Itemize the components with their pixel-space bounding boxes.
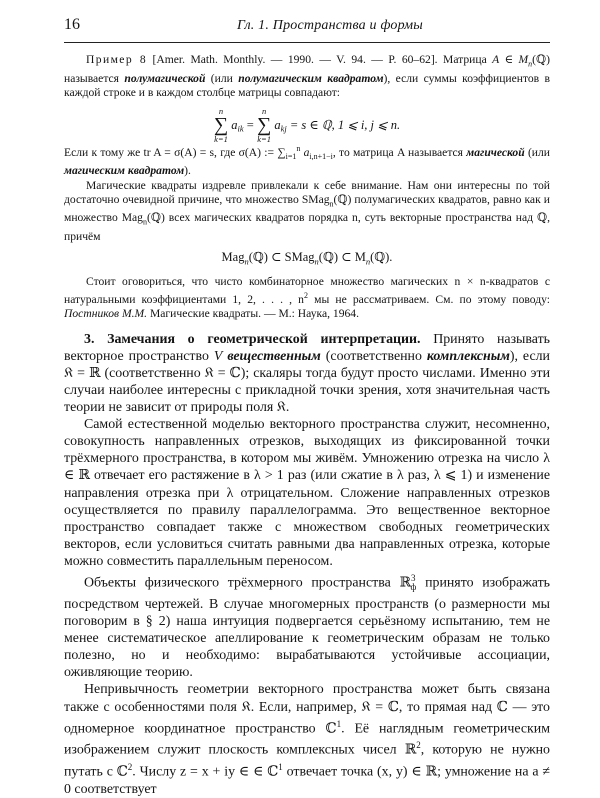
sum-sign: n ∑ k=1 [256,105,272,144]
term-magic: магической [466,145,525,159]
page-number: 16 [64,16,80,33]
section-heading: 3. Замечания о геометрической интерпретации. [84,332,421,348]
term-semimagic: полумагической [124,71,206,85]
page-header [64,16,550,38]
magic-definition: Если к тому же tr A = σ(A) = s, где σ(A) := $\sum_{i=1}^n$ $a_{i,n+1-i}$, то матрица A называется магической (или магическим квадратом). [64,143,550,178]
remark-paragraph: Стоит оговориться, что чисто комбинаторное множество магических n × n-квадратов с натуральными коэффициентами 1, 2, . . . , $n^2$ мы не рассматриваем. См. по этому поводу: Постников М.М. Магические квадраты. — М.: Наука, 1964. [64,274,550,320]
header-rule [64,42,550,43]
formula-inclusion: Mag$_n$(ℚ) ⊂ SMag$_n$(ℚ) ⊂ $M_n(ℚ)$. [221,249,393,267]
sum-sign: n ∑ k=1 [213,105,229,144]
drawings-paragraph: Объекты физического трёхмерного пространства ℝ$^3_ф$ принято изображать посредством чертежей. В случае многомерных пространств (о размерности мы поговорим в § 2) наша интуиция подвергается серьёзному испытанию, тем не менее систематическое апеллирование к геометрическим образам не только полезно, но и необходимо: вырабатываются устойчивые ассоциации, оживляющие теорию. [64,572,551,681]
section-3-paragraph: 3. Замечания о геометрической интерпретации. Принято называть векторное пространство V вещественным (соответственно комплексным), если 𝔎 = ℝ (соответственно 𝔎 = ℂ); скаляры тогда будут просто числами. Именно эти случаи наиболее интересны с прикладной точки зрения, хотя значительная часть теории не зависит от природы поля 𝔎. [64,332,550,416]
model-paragraph: Самой естественной моделью векторного пространства служит, несомненно, совокупность направленных отрезков, выходящих из фиксированной точки трёхмерного пространства, в котором мы живём. Умножению отрезка на число λ ∈ ℝ отвечает его растяжение в λ > 1 раз (или сжатие в λ раз, λ ⩽ 1) и изменение направления отрезка при λ отрицательном. Сложение направленных отрезков осуществляется по правилу параллелограмма. Это вещественное векторное пространство совпадает также с множеством свободных геометрических векторов, если условиться считать равными два направленных отрезка, которые можно совместить параллельным переносом. [64,417,550,569]
example8-paragraph: Пример 8 [Amer. Math. Monthly. — 1990. — V. 94. — P. 60–62]. Матрица A ∈ $M_n(ℚ)$ называется полумагической (или полумагическим квадратом), если суммы коэффициентов в каждой строке и в каждом столбце матрицы совпадают: [64,53,551,99]
squares-paragraph: Магические квадраты издревле привлекали к себе внимание. Нам они интересны по той достаточно очевидной причине, что множество SMag$_n$(ℚ) полумагических квадратов, равно как и множество Mag$_n$(ℚ) всех магических квадратов порядка n, суть векторные пространства над ℚ, причём [64,178,550,243]
term-magic-square: магическим квадратом [64,164,185,178]
formula-semimagic: n ∑ k=1 $a_{ik}$ = n ∑ k=1 $a_{kj} = s$ ∈ ℚ, 1 ⩽ i, j ⩽ n. [213,105,401,144]
example-block [64,53,550,321]
term-real: вещественным [227,349,321,365]
main-text [64,331,550,798]
term-semimagic-square: полумагическим квадратом [238,71,384,85]
author-reference: Постников М.М. [64,306,148,320]
book-page [64,16,550,798]
field-paragraph: Непривычность геометрии векторного пространства может быть связана также с особенностями поля 𝔎. Если, например, 𝔎 = ℂ, то прямая над ℂ — это одномерное координатное пространство ℂ$^1$. Её наглядным геометрическим изображением служит плоскость комплексных чисел ℝ$^2$, которую не нужно путать с ℂ$^2$. Числу z = x + iy ∈ ∈ ℂ$^1$ отвечает точка (x, y) ∈ ℝ; умножение на a ≠ 0 соответствует [64,682,551,797]
running-head: Гл. 1. Пространства и формы [237,18,423,33]
example-label: Пример 8 [86,53,148,66]
term-complex: комплексным [426,349,510,365]
